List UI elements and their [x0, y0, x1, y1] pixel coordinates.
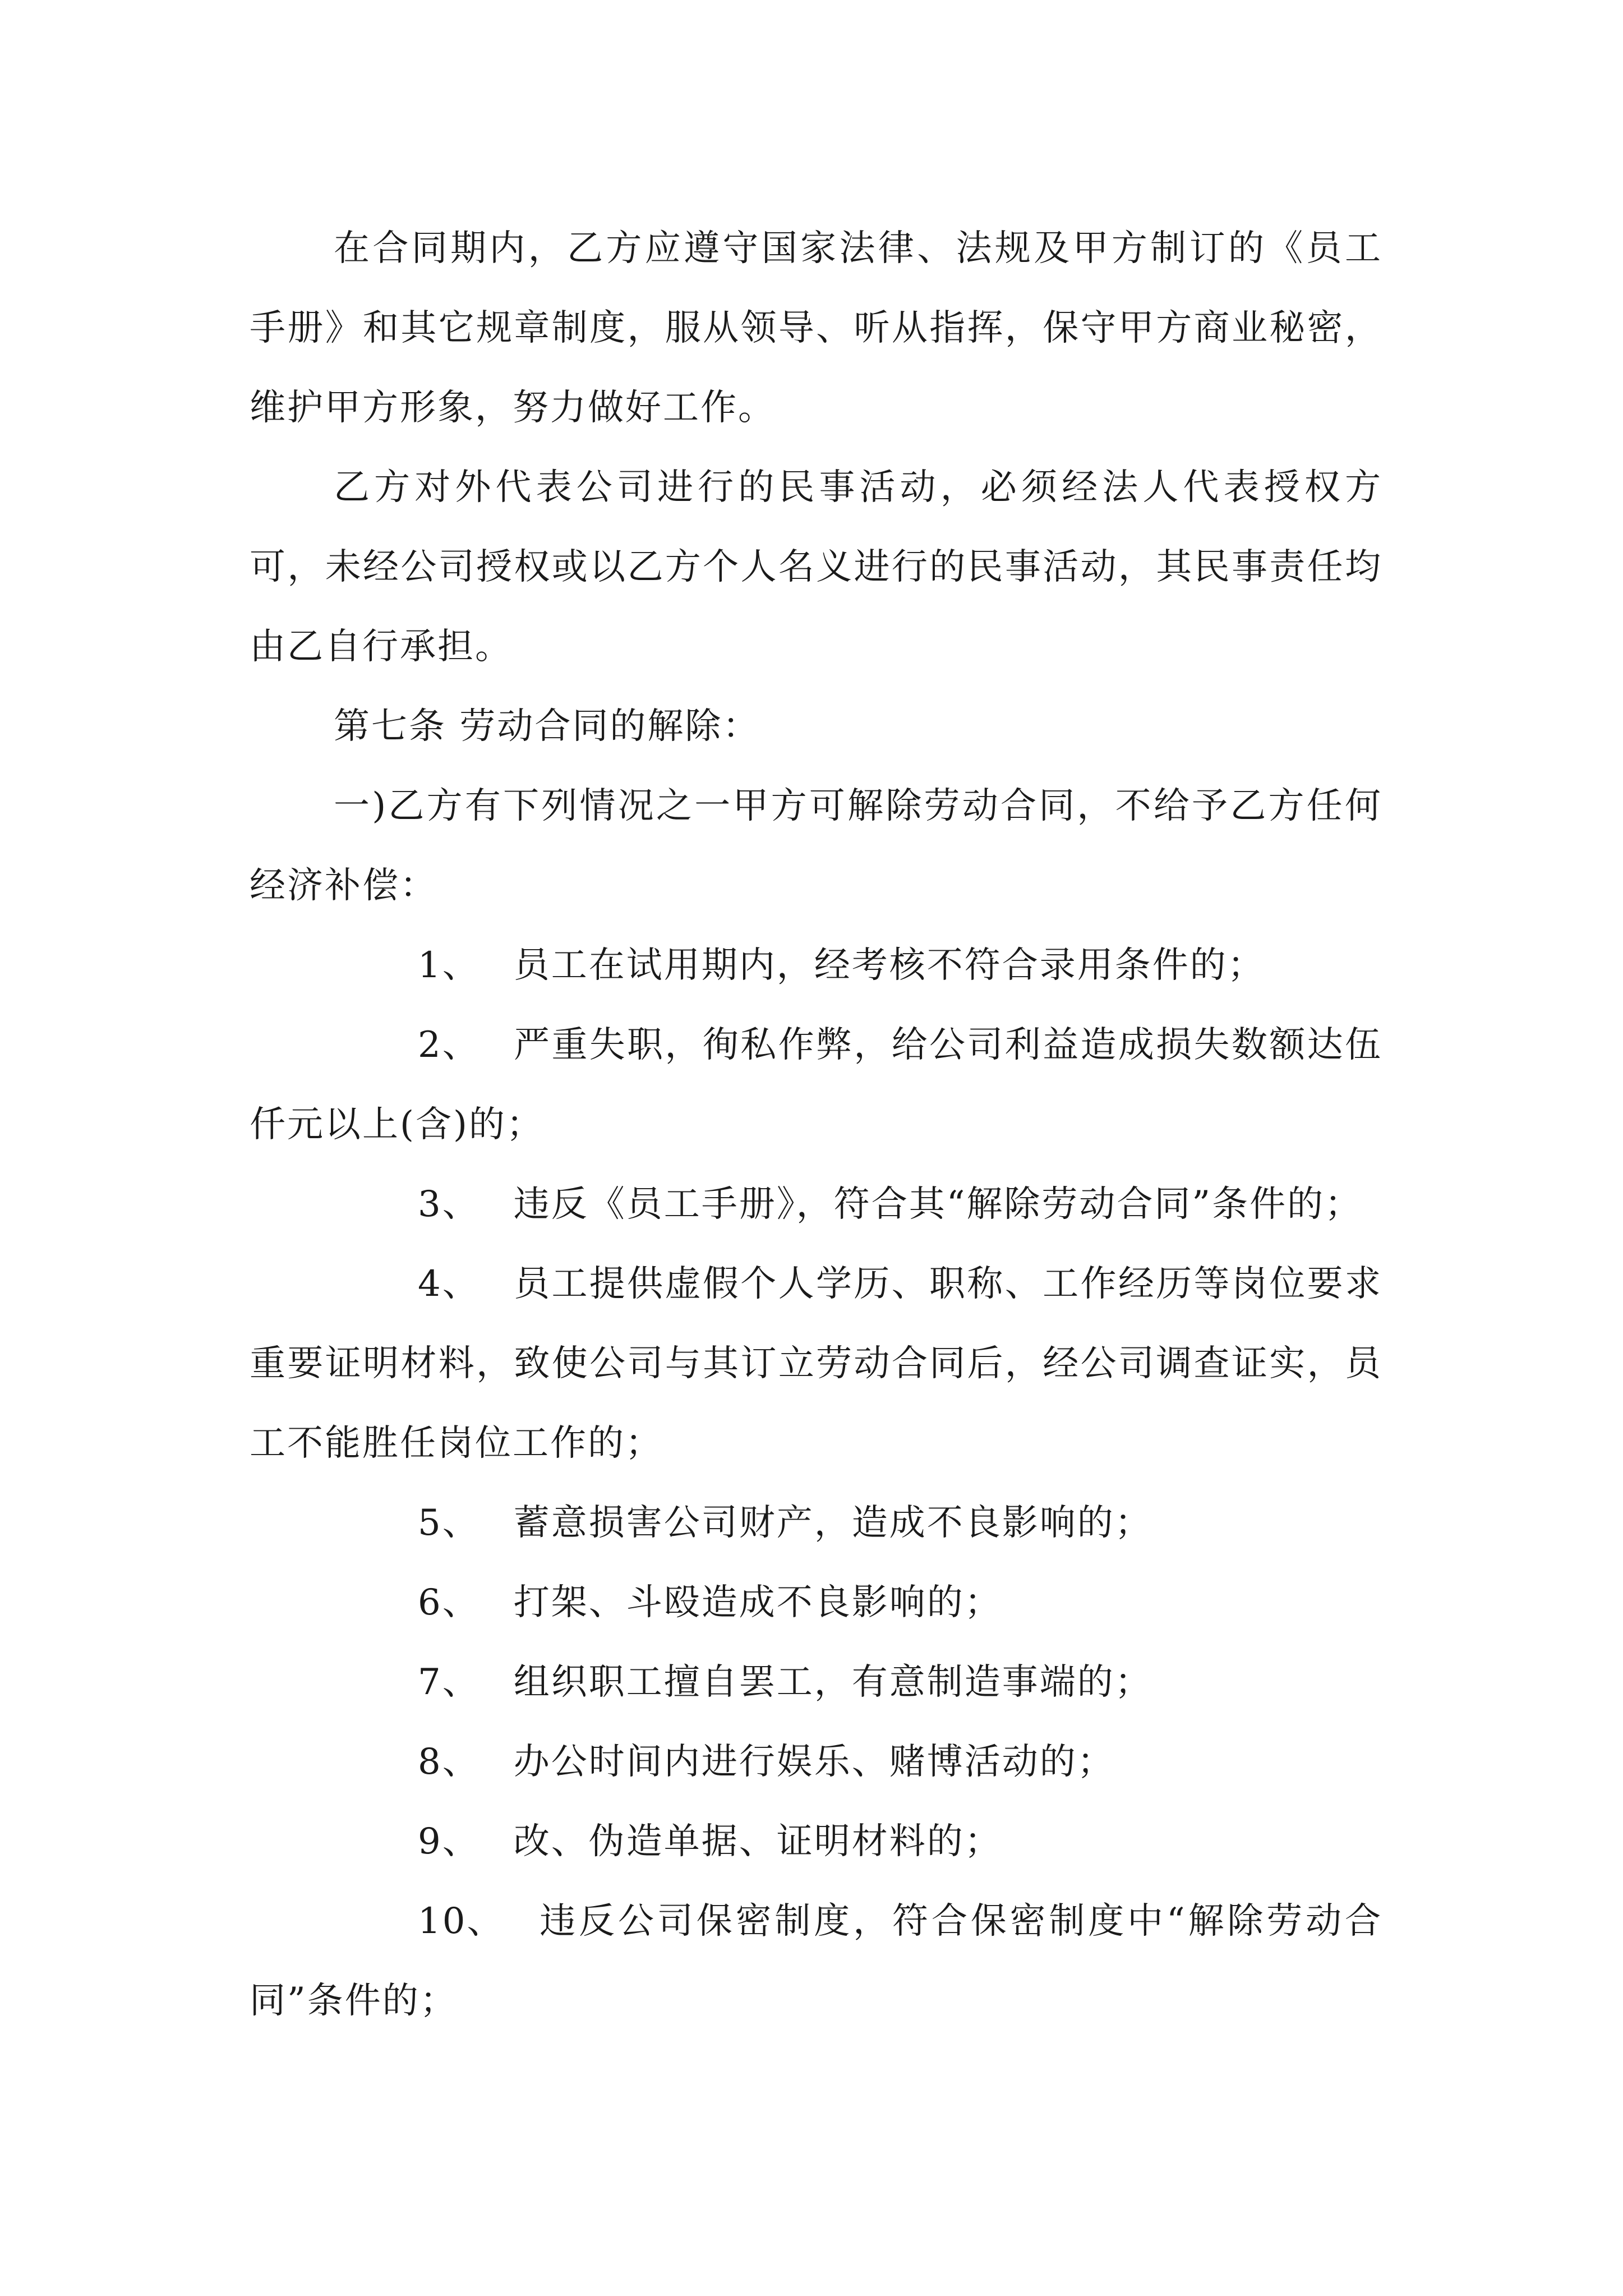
list-item-text: 员工在试用期内，经考核不符合录用条件的；	[513, 945, 1265, 986]
paragraph	[250, 766, 1382, 926]
list-item-number: 5、	[418, 1502, 480, 1544]
list-item-text: 违反公司保密制度，符合保密制度中“解除劳动合同”条件的；	[250, 1901, 1382, 2022]
list-item	[250, 1642, 1382, 1722]
paragraph	[250, 448, 1382, 687]
list-item-number: 3、	[418, 1184, 480, 1225]
list-item	[250, 1483, 1382, 1563]
list-item	[250, 1722, 1382, 1802]
list-item-text: 改、伪造单据、证明材料的；	[513, 1821, 1002, 1862]
list-item-text: 办公时间内进行娱乐、赌博活动的；	[513, 1741, 1115, 1783]
list-item	[250, 1244, 1382, 1483]
paragraph-text: 乙方对外代表公司进行的民事活动，必须经法人代表授权方可，未经公司授权或以乙方个人名义进行的民事活动，其民事责任均由乙自行承担。	[250, 467, 1382, 668]
list-item-text: 违反《员工手册》，符合其“解除劳动合同”条件的；	[513, 1184, 1363, 1225]
list-item-number: 7、	[418, 1662, 480, 1703]
list-item-text: 严重失职，徇私作弊，给公司利益造成损失数额达伍仟元以上(含)的；	[250, 1024, 1382, 1145]
list-item-text: 打架、斗殴造成不良影响的；	[513, 1582, 1002, 1623]
list-item-number: 1、	[418, 945, 480, 986]
list-item-text: 蓄意损害公司财产，造成不良影响的；	[513, 1502, 1152, 1544]
list-item-text: 员工提供虚假个人学历、职称、工作经历等岗位要求重要证明材料，致使公司与其订立劳动合同后，经公司调查证实，员工不能胜任岗位工作的；	[250, 1263, 1382, 1464]
list-item	[250, 1563, 1382, 1642]
list-item-number: 6、	[418, 1582, 480, 1623]
list-item	[250, 1802, 1382, 1881]
paragraph	[250, 209, 1382, 448]
list-item	[250, 1881, 1382, 2041]
paragraph-text: 一)乙方有下列情况之一甲方可解除劳动合同，不给予乙方任何经济补偿：	[250, 785, 1382, 907]
list-item	[250, 1165, 1382, 1244]
document-body	[250, 209, 1382, 2041]
section-heading	[250, 687, 1382, 766]
list-item-text: 组织职工擅自罢工，有意制造事端的；	[513, 1662, 1152, 1703]
list-item	[250, 1005, 1382, 1165]
paragraph-text: 在合同期内，乙方应遵守国家法律、法规及甲方制订的《员工手册》和其它规章制度，服从领导、听从指挥，保守甲方商业秘密，维护甲方形象，努力做好工作。	[250, 228, 1382, 429]
section-heading-text: 第七条 劳动合同的解除：	[334, 706, 760, 747]
list-item-number: 9、	[418, 1821, 480, 1862]
list-item	[250, 926, 1382, 1005]
list-item-number: 10、	[418, 1901, 505, 1942]
list-item-number: 8、	[418, 1741, 480, 1783]
list-item-number: 2、	[418, 1024, 480, 1066]
list-item-number: 4、	[418, 1263, 480, 1305]
